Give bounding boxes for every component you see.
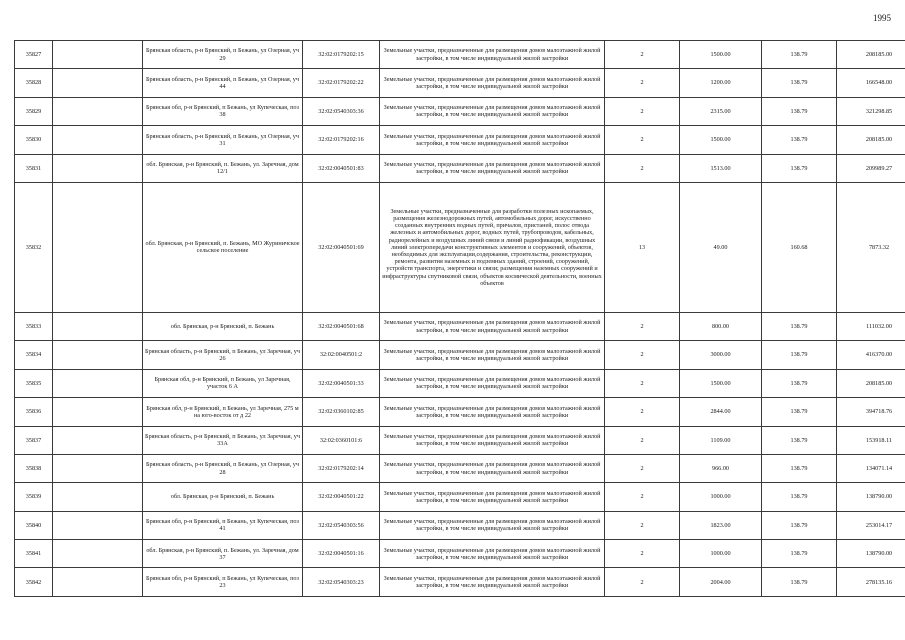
land-use-cell: Земельные участки, предназначенные для размещения домов малоэтажной жилой застройки, в том числе индивидуальной жилой застройки xyxy=(380,483,605,511)
cadastral-value-cell: 394718.76 xyxy=(837,398,905,426)
row-number-cell: 35831 xyxy=(15,154,53,182)
specific-value-cell: 138.79 xyxy=(762,483,837,511)
use-category-cell: 2 xyxy=(605,426,680,454)
area-cell: 1823.00 xyxy=(680,511,762,539)
address-cell: обл. Брянская, р-н Брянский, п. Бежань xyxy=(143,483,303,511)
address-cell: Брянская обл, р-н Брянский, п Бежань, ул Купеческая, поз 38 xyxy=(143,97,303,125)
cadastral-value-table xyxy=(14,40,905,597)
empty-cell xyxy=(53,483,143,511)
area-cell: 1109.00 xyxy=(680,426,762,454)
area-cell: 1200.00 xyxy=(680,69,762,97)
row-number-cell: 35839 xyxy=(15,483,53,511)
cadastral-number-cell: 32:02:0360101:6 xyxy=(303,426,380,454)
address-cell: обл. Брянская, р-н Брянский, п. Бежань, ул. Заречная, дом 37 xyxy=(143,540,303,568)
empty-cell xyxy=(53,454,143,482)
land-use-cell: Земельные участки, предназначенные для размещения домов малоэтажной жилой застройки, в том числе индивидуальной жилой застройки xyxy=(380,154,605,182)
empty-cell xyxy=(53,126,143,154)
use-category-cell: 2 xyxy=(605,454,680,482)
table-row xyxy=(15,568,905,596)
specific-value-cell: 138.79 xyxy=(762,454,837,482)
specific-value-cell: 138.79 xyxy=(762,398,837,426)
specific-value-cell: 138.79 xyxy=(762,511,837,539)
address-cell: обл. Брянская, р-н Брянский, п. Бежань, МО Журиничское сельское поселение xyxy=(143,182,303,312)
land-use-cell: Земельные участки, предназначенные для размещения домов малоэтажной жилой застройки, в том числе индивидуальной жилой застройки xyxy=(380,341,605,369)
use-category-cell: 2 xyxy=(605,540,680,568)
cadastral-number-cell: 32:02:0179202:15 xyxy=(303,41,380,69)
area-cell: 800.00 xyxy=(680,312,762,340)
specific-value-cell: 160.68 xyxy=(762,182,837,312)
cadastral-number-cell: 32:02:0360102:85 xyxy=(303,398,380,426)
empty-cell xyxy=(53,341,143,369)
cadastral-value-cell: 134071.14 xyxy=(837,454,905,482)
address-cell: обл. Брянская, р-н Брянский, п. Бежань, ул. Заречная, дом 12/1 xyxy=(143,154,303,182)
land-use-cell: Земельные участки, предназначенные для размещения домов малоэтажной жилой застройки, в том числе индивидуальной жилой застройки xyxy=(380,41,605,69)
empty-cell xyxy=(53,154,143,182)
table-row xyxy=(15,182,905,312)
specific-value-cell: 138.79 xyxy=(762,540,837,568)
empty-cell xyxy=(53,41,143,69)
cadastral-number-cell: 32:02:0040501:16 xyxy=(303,540,380,568)
cadastral-value-cell: 208185.00 xyxy=(837,41,905,69)
land-use-cell: Земельные участки, предназначенные для размещения домов малоэтажной жилой застройки, в том числе индивидуальной жилой застройки xyxy=(380,426,605,454)
address-cell: обл. Брянская, р-н Брянский, п. Бежань xyxy=(143,312,303,340)
use-category-cell: 2 xyxy=(605,69,680,97)
cadastral-number-cell: 32:02:0040501:68 xyxy=(303,312,380,340)
empty-cell xyxy=(53,426,143,454)
use-category-cell: 2 xyxy=(605,41,680,69)
row-number-cell: 35829 xyxy=(15,97,53,125)
row-number-cell: 35830 xyxy=(15,126,53,154)
row-number-cell: 35842 xyxy=(15,568,53,596)
row-number-cell: 35827 xyxy=(15,41,53,69)
land-use-cell: Земельные участки, предназначенные для размещения домов малоэтажной жилой застройки, в том числе индивидуальной жилой застройки xyxy=(380,69,605,97)
table-row xyxy=(15,41,905,69)
empty-cell xyxy=(53,540,143,568)
land-use-cell: Земельные участки, предназначенные для размещения домов малоэтажной жилой застройки, в том числе индивидуальной жилой застройки xyxy=(380,398,605,426)
empty-cell xyxy=(53,312,143,340)
land-use-cell: Земельные участки, предназначенные для размещения домов малоэтажной жилой застройки, в том числе индивидуальной жилой застройки xyxy=(380,369,605,397)
table-row xyxy=(15,540,905,568)
table-row xyxy=(15,426,905,454)
table-row xyxy=(15,69,905,97)
address-cell: Брянская область, р-н Брянский, п Бежань, ул Заречная, уч 33А xyxy=(143,426,303,454)
area-cell: 3000.00 xyxy=(680,341,762,369)
cadastral-number-cell: 32:02:0040501:83 xyxy=(303,154,380,182)
specific-value-cell: 138.79 xyxy=(762,568,837,596)
area-cell: 1500.00 xyxy=(680,126,762,154)
row-number-cell: 35840 xyxy=(15,511,53,539)
cadastral-value-cell: 208185.00 xyxy=(837,126,905,154)
address-cell: Брянская область, р-н Брянский, п Бежань, ул Заречная, уч 26 xyxy=(143,341,303,369)
use-category-cell: 2 xyxy=(605,154,680,182)
table-body xyxy=(15,41,905,597)
row-number-cell: 35836 xyxy=(15,398,53,426)
specific-value-cell: 138.79 xyxy=(762,369,837,397)
area-cell: 1000.00 xyxy=(680,483,762,511)
area-cell: 966.00 xyxy=(680,454,762,482)
land-use-cell: Земельные участки, предназначенные для размещения домов малоэтажной жилой застройки, в том числе индивидуальной жилой застройки xyxy=(380,511,605,539)
use-category-cell: 2 xyxy=(605,398,680,426)
use-category-cell: 2 xyxy=(605,511,680,539)
specific-value-cell: 138.79 xyxy=(762,69,837,97)
cadastral-number-cell: 32:02:0040501:22 xyxy=(303,483,380,511)
table-row xyxy=(15,341,905,369)
row-number-cell: 35828 xyxy=(15,69,53,97)
cadastral-value-cell: 209989.27 xyxy=(837,154,905,182)
table-row xyxy=(15,312,905,340)
use-category-cell: 2 xyxy=(605,341,680,369)
use-category-cell: 13 xyxy=(605,182,680,312)
row-number-cell: 35841 xyxy=(15,540,53,568)
empty-cell xyxy=(53,568,143,596)
cadastral-value-cell: 208185.00 xyxy=(837,369,905,397)
specific-value-cell: 138.79 xyxy=(762,426,837,454)
address-cell: Брянская область, р-н Брянский, п Бежань, ул Озерная, уч 31 xyxy=(143,126,303,154)
cadastral-number-cell: 32:02:0040501:33 xyxy=(303,369,380,397)
table-row xyxy=(15,398,905,426)
cadastral-number-cell: 32:02:0040501:2 xyxy=(303,341,380,369)
empty-cell xyxy=(53,369,143,397)
table-row xyxy=(15,97,905,125)
address-cell: Брянская обл, р-н Брянский, п Бежань, ул Купеческая, поз 23 xyxy=(143,568,303,596)
land-use-cell: Земельные участки, предназначенные для разработки полезных ископаемых, размещения железнодорожных путей, автомобильных дорог, искусственно созданных внутренних водных путей, причалов, пристаней, полос отвода железных и автомобильных дорог, водных путей, трубопроводов, кабельных, радиорелейных и воздушных линий связи и линий радиофикации, воздушных линий электропередачи конструктивных элементов и сооружений, объектов, необходимых для эксплуатации,содержания, строительства, реконструкции, ремонта, развития наземных и подземных зданий, строений, сооружений, устройств транспорта, энергетики и связи; размещения наземных сооружений и инфраструктуры спутниковой связи, объектов космической деятельности, военных объектов xyxy=(380,182,605,312)
cadastral-value-cell: 153918.11 xyxy=(837,426,905,454)
specific-value-cell: 138.79 xyxy=(762,41,837,69)
table-row xyxy=(15,369,905,397)
cadastral-number-cell: 32:02:0540303:36 xyxy=(303,97,380,125)
area-cell: 1000.00 xyxy=(680,540,762,568)
land-use-cell: Земельные участки, предназначенные для размещения домов малоэтажной жилой застройки, в том числе индивидуальной жилой застройки xyxy=(380,126,605,154)
cadastral-value-cell: 138790.00 xyxy=(837,483,905,511)
table-row xyxy=(15,483,905,511)
cadastral-value-cell: 321298.85 xyxy=(837,97,905,125)
address-cell: Брянская область, р-н Брянский, п Бежань, ул Озерная, уч 44 xyxy=(143,69,303,97)
table-row xyxy=(15,454,905,482)
row-number-cell: 35835 xyxy=(15,369,53,397)
specific-value-cell: 138.79 xyxy=(762,97,837,125)
row-number-cell: 35834 xyxy=(15,341,53,369)
cadastral-number-cell: 32:02:0040501:69 xyxy=(303,182,380,312)
address-cell: Брянская обл, р-н Брянский, п Бежань, ул Заречная, 275 м на юго-восток от д 22 xyxy=(143,398,303,426)
land-use-cell: Земельные участки, предназначенные для размещения домов малоэтажной жилой застройки, в том числе индивидуальной жилой застройки xyxy=(380,568,605,596)
cadastral-value-cell: 7873.32 xyxy=(837,182,905,312)
cadastral-value-cell: 416370.00 xyxy=(837,341,905,369)
use-category-cell: 2 xyxy=(605,97,680,125)
land-use-cell: Земельные участки, предназначенные для размещения домов малоэтажной жилой застройки, в том числе индивидуальной жилой застройки xyxy=(380,540,605,568)
empty-cell xyxy=(53,97,143,125)
cadastral-value-cell: 253014.17 xyxy=(837,511,905,539)
area-cell: 49.00 xyxy=(680,182,762,312)
cadastral-number-cell: 32:02:0540303:23 xyxy=(303,568,380,596)
cadastral-number-cell: 32:02:0540303:56 xyxy=(303,511,380,539)
land-use-cell: Земельные участки, предназначенные для размещения домов малоэтажной жилой застройки, в том числе индивидуальной жилой застройки xyxy=(380,97,605,125)
address-cell: Брянская обл, р-н Брянский, п Бежань, ул Купеческая, поз 41 xyxy=(143,511,303,539)
empty-cell xyxy=(53,182,143,312)
cadastral-value-cell: 111032.00 xyxy=(837,312,905,340)
row-number-cell: 35838 xyxy=(15,454,53,482)
empty-cell xyxy=(53,398,143,426)
specific-value-cell: 138.79 xyxy=(762,126,837,154)
land-use-cell: Земельные участки, предназначенные для размещения домов малоэтажной жилой застройки, в том числе индивидуальной жилой застройки xyxy=(380,454,605,482)
empty-cell xyxy=(53,69,143,97)
row-number-cell: 35837 xyxy=(15,426,53,454)
specific-value-cell: 138.79 xyxy=(762,341,837,369)
row-number-cell: 35833 xyxy=(15,312,53,340)
use-category-cell: 2 xyxy=(605,369,680,397)
row-number-cell: 35832 xyxy=(15,182,53,312)
use-category-cell: 2 xyxy=(605,312,680,340)
address-cell: Брянская область, р-н Брянский, п Бежань, ул Озерная, уч 29 xyxy=(143,41,303,69)
cadastral-value-cell: 138790.00 xyxy=(837,540,905,568)
area-cell: 1500.00 xyxy=(680,41,762,69)
cadastral-value-cell: 166548.00 xyxy=(837,69,905,97)
use-category-cell: 2 xyxy=(605,126,680,154)
address-cell: Брянская обл, р-н Брянский, п Бежань, ул Заречная, участок 6 А xyxy=(143,369,303,397)
specific-value-cell: 138.79 xyxy=(762,312,837,340)
cadastral-number-cell: 32:02:0179202:14 xyxy=(303,454,380,482)
page-number: 1995 xyxy=(873,13,891,23)
use-category-cell: 2 xyxy=(605,568,680,596)
table-row xyxy=(15,511,905,539)
area-cell: 1500.00 xyxy=(680,369,762,397)
area-cell: 2315.00 xyxy=(680,97,762,125)
table-row xyxy=(15,154,905,182)
area-cell: 2004.00 xyxy=(680,568,762,596)
cadastral-value-cell: 278135.16 xyxy=(837,568,905,596)
specific-value-cell: 138.79 xyxy=(762,154,837,182)
empty-cell xyxy=(53,511,143,539)
area-cell: 1513.00 xyxy=(680,154,762,182)
land-use-cell: Земельные участки, предназначенные для размещения домов малоэтажной жилой застройки, в том числе индивидуальной жилой застройки xyxy=(380,312,605,340)
cadastral-number-cell: 32:02:0179202:22 xyxy=(303,69,380,97)
cadastral-number-cell: 32:02:0179202:16 xyxy=(303,126,380,154)
address-cell: Брянская область, р-н Брянский, п Бежань, ул Озерная, уч 28 xyxy=(143,454,303,482)
table-row xyxy=(15,126,905,154)
use-category-cell: 2 xyxy=(605,483,680,511)
area-cell: 2844.00 xyxy=(680,398,762,426)
